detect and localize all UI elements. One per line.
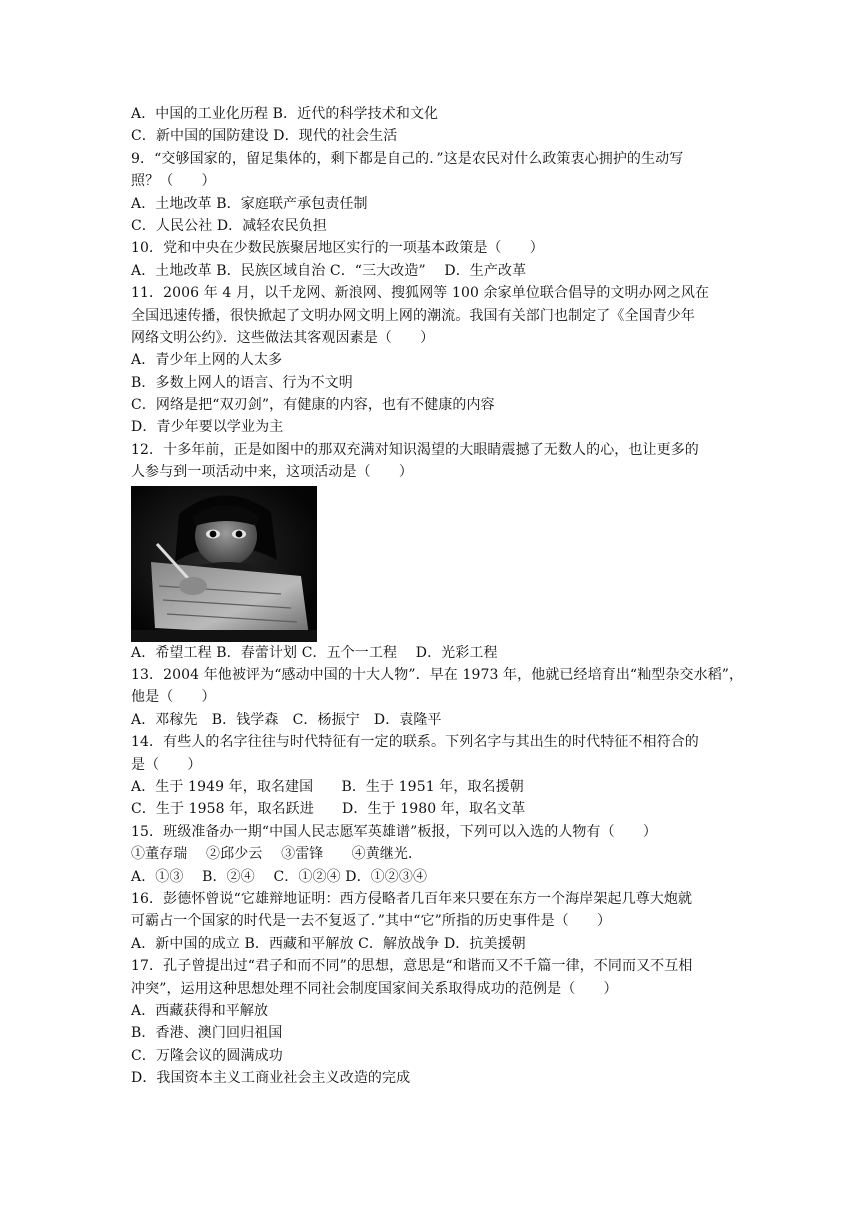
- text-line: C．网络是把“双刃剑”，有健康的内容，也有不健康的内容: [131, 397, 495, 414]
- text-line: 15．班级准备办一期“中国人民志愿军英雄谱”板报，下列可以入选的人物有（ ）: [131, 823, 658, 840]
- text-block-bottom: [131, 642, 744, 1090]
- text-line: A．新中国的成立 B．西藏和平解放 C．解放战争 D．抗美援朝: [131, 935, 526, 952]
- text-line: 他是（ ）: [131, 689, 216, 706]
- text-line: 全国迅速传播，很快掀起了文明办网文明上网的潮流。我国有关部门也制定了《全国青少年: [131, 307, 695, 324]
- text-line: A．生于 1949 年，取名建国 B．生于 1951 年，取名援朝: [131, 778, 524, 795]
- text-line: 10．党和中央在少数民族聚居地区实行的一项基本政策是（ ）: [131, 240, 544, 257]
- text-line: C．生于 1958 年，取名跃进 D．生于 1980 年，取名文革: [131, 801, 526, 818]
- text-line: 冲突”，运用这种思想处理不同社会制度国家间关系取得成功的范例是（ ）: [131, 980, 618, 997]
- text-line: B．多数上网人的语言、行为不文明: [131, 374, 353, 391]
- text-line: A．土地改革 B．家庭联产承包责任制: [131, 195, 368, 212]
- text-line: A．西藏获得和平解放: [131, 1002, 269, 1019]
- text-line: 14．有些人的名字往往与时代特征有一定的联系。下列名字与其出生的时代特征不相符合的: [131, 734, 699, 751]
- photo-girl-with-big-eyes: [131, 486, 317, 642]
- text-block-top: [131, 103, 731, 484]
- exam-page: [131, 103, 744, 1089]
- text-line: A．邓稼先 B．钱学森 C．杨振宁 D．袁隆平: [131, 711, 442, 728]
- text-line: 13．2004 年他被评为“感动中国的十大人物”．早在 1973 年，他就已经培育出“籼型杂交水稻”，: [131, 667, 744, 684]
- text-line: 人参与到一项活动中来，这项活动是（ ）: [131, 464, 413, 481]
- text-line: 可霸占一个国家的时代是一去不复返了．”其中“它”所指的历史事件是（ ）: [131, 913, 612, 930]
- text-line: 12．十多年前，正是如图中的那双充满对知识渴望的大眼睛震撼了无数人的心，也让更多的: [131, 441, 699, 458]
- text-line: ①董存瑞 ②邱少云 ③雷锋 ④黄继光．: [131, 846, 423, 863]
- text-line: A．土地改革 B．民族区域自治 C．“三大改造” D．生产改革: [131, 262, 527, 279]
- text-line: 11．2006 年 4 月，以千龙网、新浪网、搜狐网等 100 余家单位联合倡导的文明办网之风在: [131, 285, 710, 302]
- text-line: 16．彭德怀曾说“它雄辩地证明：西方侵略者几百年来只要在东方一个海岸架起几尊大炮就: [131, 890, 693, 907]
- text-line: D．青少年要以学业为主: [131, 419, 284, 436]
- text-line: C．万隆会议的圆满成功: [131, 1047, 283, 1064]
- text-line: 照？（ ）: [131, 173, 216, 190]
- text-line: A．①③ B．②④ C．①②④ D．①②③④: [131, 868, 428, 885]
- text-line: 是（ ）: [131, 756, 202, 773]
- text-line: A．中国的工业化历程 B．近代的科学技术和文化: [131, 106, 439, 122]
- text-line: C．人民公社 D．减轻农民负担: [131, 217, 327, 234]
- text-line: 9．“交够国家的，留足集体的，剩下都是自己的．”这是农民对什么政策衷心拥护的生动写: [131, 150, 684, 167]
- text-line: A．青少年上网的人太多: [131, 352, 283, 369]
- text-line: D．我国资本主义工商业社会主义改造的完成: [131, 1070, 411, 1087]
- text-line: B．香港、澳门回归祖国: [131, 1025, 283, 1042]
- text-line: 网络文明公约》．这些做法其客观因素是（ ）: [131, 329, 435, 346]
- text-line: A．希望工程 B．春蕾计划 C．五个一工程 D．光彩工程: [131, 644, 498, 661]
- text-line: C．新中国的国防建设 D．现代的社会生活: [131, 128, 398, 145]
- text-line: 17．孔子曾提出过“君子和而不同”的思想，意思是“和谐而又不千篇一律，不同而又不互相: [131, 958, 693, 975]
